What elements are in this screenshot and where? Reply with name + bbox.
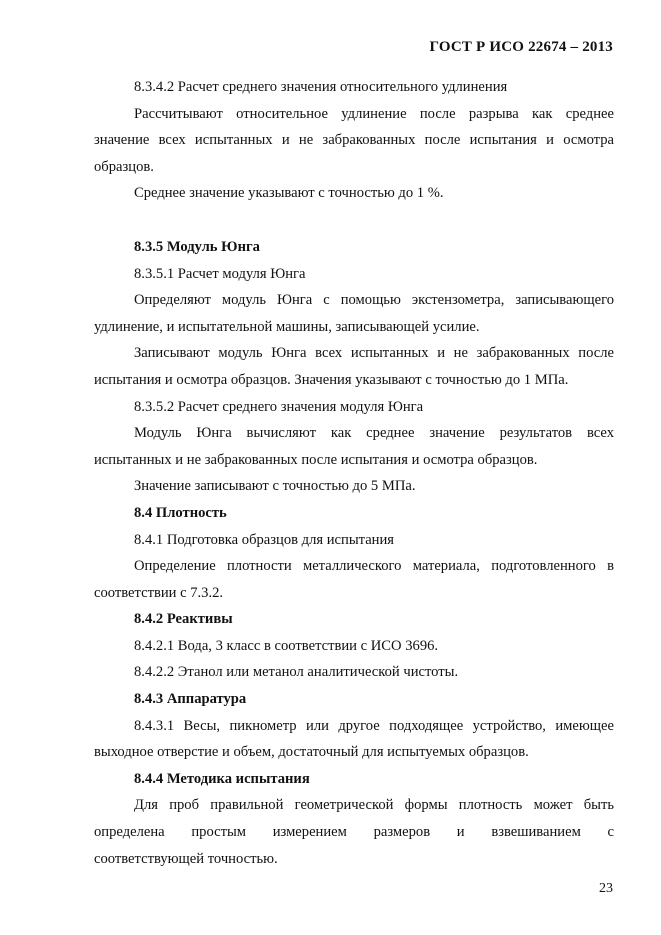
subsection-heading: 8.3.5.2 Расчет среднего значения модуля Юнга	[134, 398, 424, 415]
spacer	[94, 207, 614, 234]
subsection-heading: 8.4.1 Подготовка образцов для испытания	[134, 531, 395, 548]
page-number: 23	[599, 881, 613, 896]
paragraph: Определение плотности металлического материала, подготовленного в соответствии с 7.3.2.	[94, 558, 614, 601]
document-body	[94, 74, 614, 872]
paragraph: 8.4.2.2 Этанол или метанол аналитической чистоты.	[134, 664, 459, 681]
document-header: ГОСТ Р ИСО 22674 – 2013	[429, 39, 613, 55]
paragraph: Значение записывают с точностью до 5 МПа.	[134, 478, 416, 495]
paragraph: Для проб правильной геометрической формы плотность может быть определена простым измерением размеров и взвешиванием с	[94, 797, 614, 841]
subsection-heading: 8.3.5.1 Расчет модуля Юнга	[134, 265, 306, 282]
paragraph: соответствующей точностью.	[94, 850, 278, 867]
paragraph: Среднее значение указывают с точностью до 1 %.	[134, 185, 444, 202]
section-heading: 8.4.2 Реактивы	[134, 611, 233, 628]
paragraph: Определяют модуль Юнга с помощью экстензометра, записывающего удлинение, и испытательной машины, записывающей усилие.	[94, 292, 614, 335]
section-heading: 8.4.3 Аппаратура	[134, 691, 247, 708]
section-heading: 8.4 Плотность	[134, 504, 227, 521]
paragraph: 8.4.2.1 Вода, 3 класс в соответствии с ИСО 3696.	[134, 637, 439, 654]
paragraph: Модуль Юнга вычисляют как среднее значение результатов всех испытанных и не забракованных после испытания и осмотра образцов.	[94, 425, 614, 468]
section-heading: 8.3.5 Модуль Юнга	[134, 238, 260, 255]
paragraph: 8.4.3.1 Весы, пикнометр или другое подходящее устройство, имеющее выходное отверстие и объем, достаточный для испытуемых образцов.	[94, 717, 614, 761]
paragraph: 8.3.4.2 Расчет среднего значения относительного удлинения	[134, 79, 508, 95]
paragraph: Записывают модуль Юнга всех испытанных и не забракованных после испытания и осмотра образцов. Значения указывают с точностью до 1 МПа.	[94, 345, 614, 388]
paragraph: Рассчитывают относительное удлинение после разрыва как среднее значение всех испытанных и не забракованных после испытания и осмотра образцов.	[94, 105, 614, 175]
section-heading: 8.4.4 Методика испытания	[134, 770, 310, 787]
